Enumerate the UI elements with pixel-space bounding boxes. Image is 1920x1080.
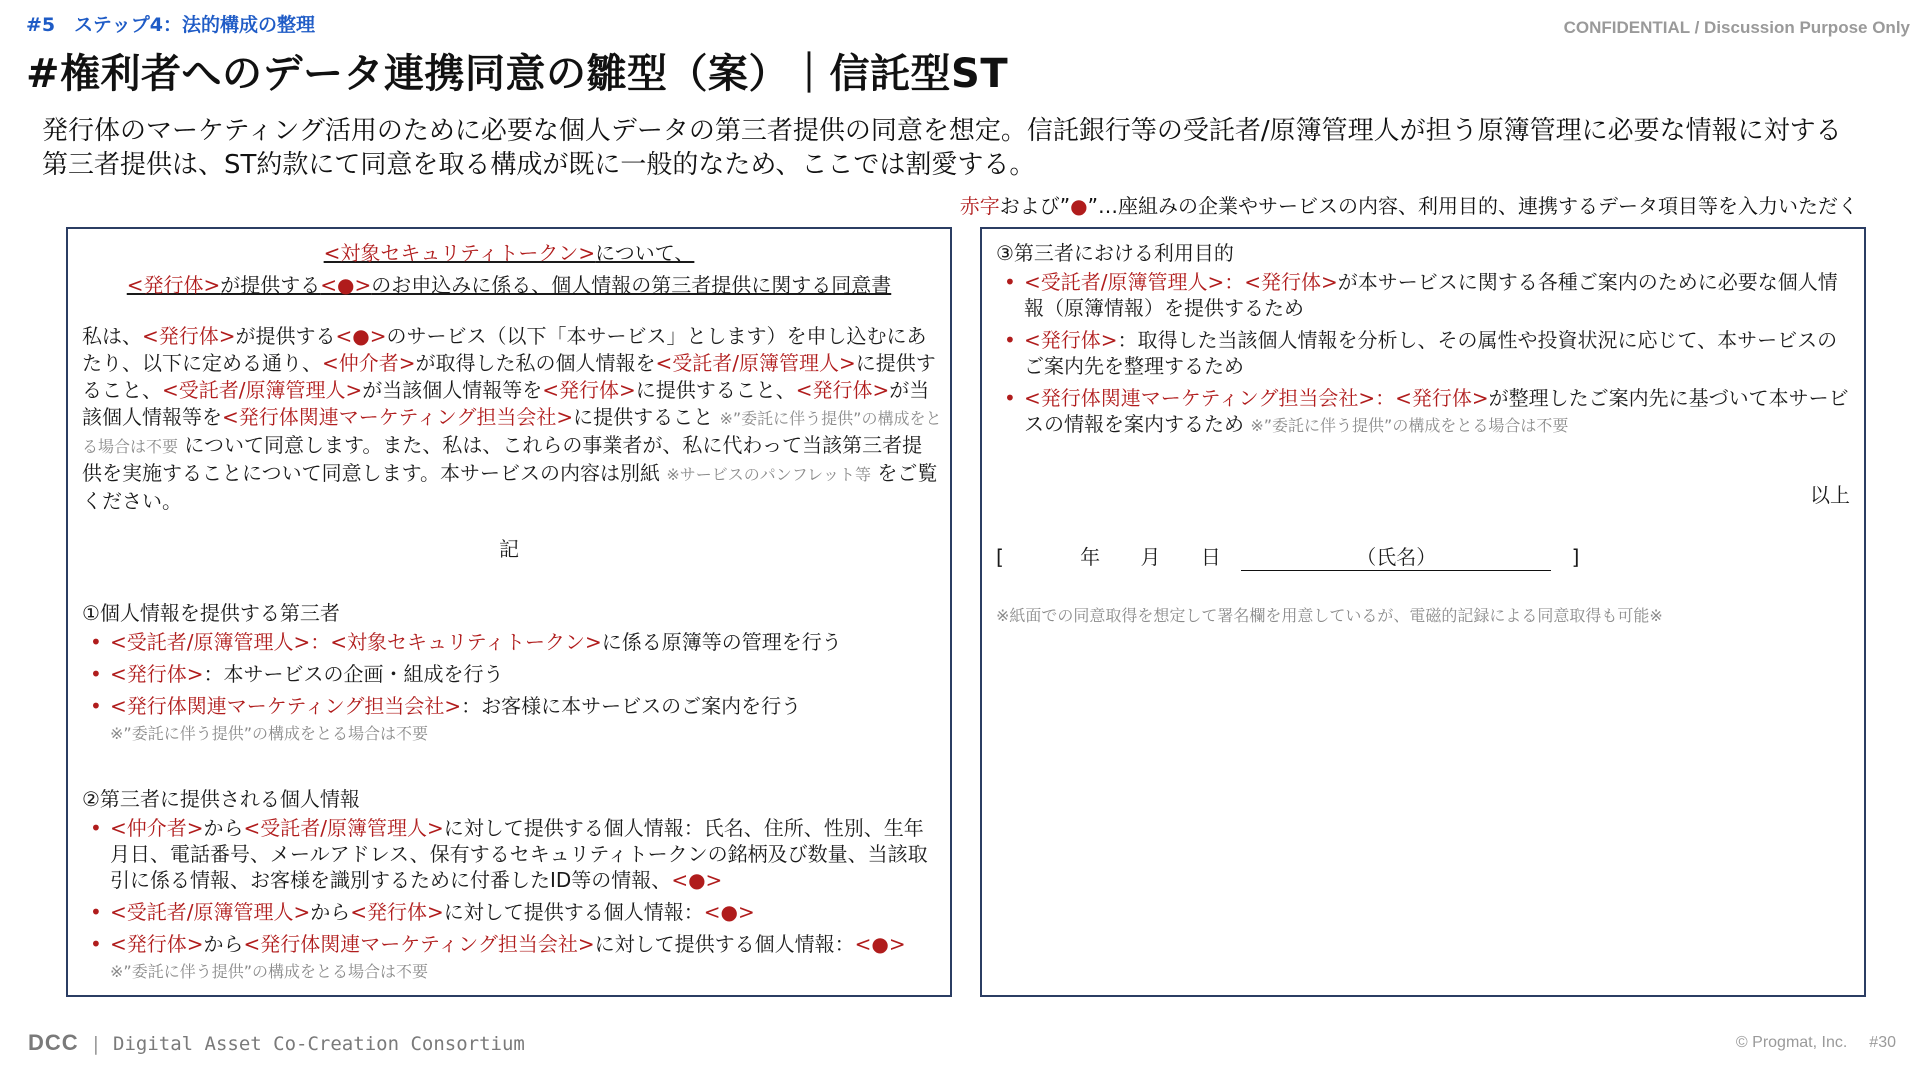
signature-row bbox=[996, 541, 1579, 571]
p-1: 私は、 bbox=[82, 324, 142, 348]
s3-i2-red: <発行体> bbox=[1024, 328, 1118, 352]
list-item: • <発行体>から<発行体関連マーケティング担当会社>に対して提供する個人情報：<●> ※”委託に伴う提供”の構成をとる場合は不要 bbox=[90, 932, 906, 981]
s3-i2-text: ：取得した当該個人情報を分析し、その属性や投資状況に応じて、本サービスのご案内先を整理するため bbox=[1024, 328, 1838, 378]
section-2-heading: ②第三者に提供される個人情報 bbox=[82, 787, 360, 811]
dcc-logo: DCC bbox=[28, 1030, 79, 1055]
p-4: <●> bbox=[335, 324, 387, 348]
s3-i3-red: <発行体関連マーケティング担当会社>：<発行体> bbox=[1024, 386, 1489, 410]
p-13: に提供すること、 bbox=[635, 378, 796, 402]
s2-i3-t2: に対して提供する個人情報： bbox=[594, 932, 855, 956]
p-9: に提供すること、 bbox=[82, 351, 936, 402]
p-note-2: ※サービスのパンフレット等 bbox=[666, 465, 871, 484]
consent-form-right-panel bbox=[980, 227, 1866, 997]
p-15: が当該個人情報等を bbox=[82, 378, 930, 429]
s2-i2-r2: <発行体> bbox=[350, 900, 444, 924]
s2-i2-t2: に対して提供する個人情報： bbox=[443, 900, 704, 924]
s1-i2-red: <発行体> bbox=[110, 662, 204, 686]
consent-form-left-panel bbox=[66, 227, 952, 997]
intro-text: 発行体のマーケティング活用のために必要な個人データの第三者提供の同意を想定。信託銀行等の受託者/原簿管理人が担う原簿管理に必要な情報に対する第三者提供は、ST約款にて同意を取る構成が既に一般的なため、ここでは割愛する。 bbox=[42, 116, 1842, 180]
legend-mark: ● bbox=[1070, 194, 1088, 218]
list-item: • <受託者/原簿管理人>：<発行体>が本サービスに関する各種ご案内のために必要な個人情報（原簿情報）を提供するため bbox=[1004, 270, 1838, 320]
s2-i3-r1: <発行体> bbox=[110, 932, 204, 956]
s2-i2-t1: から bbox=[310, 900, 351, 924]
page-title: #権利者へのデータ連携同意の雛型（案）｜信託型ST bbox=[26, 51, 1009, 97]
legend bbox=[960, 190, 1858, 219]
s2-i3-t1: から bbox=[203, 932, 244, 956]
form-title-provides: が提供する bbox=[220, 273, 321, 297]
s2-note: ※”委託に伴う提供”の構成をとる場合は不要 bbox=[110, 962, 428, 981]
s3-i3-text: が整理したご案内先に基づいて本サービスの情報を案内するため bbox=[1024, 386, 1849, 436]
copyright-text: © Progmat, Inc. bbox=[1735, 1034, 1848, 1051]
section-3-list bbox=[996, 269, 1856, 445]
electronic-consent-note: ※紙面での同意取得を想定して署名欄を用意しているが、電磁的記録による同意取得も可能※ bbox=[996, 606, 1663, 625]
form-title-mark: <●> bbox=[320, 273, 372, 297]
s1-i2-text: ：本サービスの企画・組成を行う bbox=[203, 662, 504, 686]
legend-red-word: 赤字 bbox=[959, 194, 1000, 218]
sign-day: 日 bbox=[1200, 545, 1221, 569]
p-18: について同意します。また、私は、これらの事業者が、私に代わって当該第三者提供を実施することについて同意します。本サービスの内容は別紙 bbox=[82, 433, 923, 485]
form-title-about: について、 bbox=[595, 241, 695, 265]
s2-i3-r3: <●> bbox=[854, 932, 906, 956]
footer-logo bbox=[28, 1030, 525, 1056]
ki-mark: 記 bbox=[499, 537, 519, 561]
s1-i1-red: <受託者/原簿管理人>：<対象セキュリティトークン> bbox=[110, 630, 602, 654]
list-item: • <受託者/原簿管理人>から<発行体>に対して提供する個人情報：<●> bbox=[90, 900, 755, 924]
p-note-1: ※”委託に伴う提供”の構成をとる場合は不要 bbox=[82, 409, 942, 456]
consortium-name: Digital Asset Co-Creation Consortium bbox=[113, 1033, 525, 1055]
section-2-list bbox=[82, 815, 942, 991]
step-label: #5 ステップ4：法的構成の整理 bbox=[26, 14, 315, 36]
list-item: • <仲介者>から<受託者/原簿管理人>に対して提供する個人情報：氏名、住所、性別、生年月日、電話番号、メールアドレス、保有するセキュリティトークンの銘柄及び数量、当該取引に係る情報、お客様を識別するために付番したID等の情報、<●> bbox=[90, 816, 928, 892]
p-11: が当該個人情報等を bbox=[362, 378, 543, 402]
list-item: • <発行体関連マーケティング担当会社>：お客様に本サービスのご案内を行う ※”委託に伴う提供”の構成をとる場合は不要 bbox=[90, 694, 802, 743]
form-title-rest: のお申込みに係る、個人情報の第三者提供に関する同意書 bbox=[371, 273, 892, 297]
page-number: #30 bbox=[1869, 1034, 1896, 1051]
p-17: に提供すること bbox=[573, 405, 714, 429]
legend-rest: ”…座組みの企業やサービスの内容、利用目的、連携するデータ項目等を入力いただく bbox=[1087, 194, 1858, 218]
s2-i1-t2: に対して提供する個人情報：氏名、住所、性別、生年月日、電話番号、メールアドレス、保有するセキュリティトークンの銘柄及び数量、当該取引に係る情報、お客様を識別するために付番したID等の情報、 bbox=[110, 816, 928, 892]
consent-paragraph bbox=[82, 323, 942, 515]
p-16: <発行体関連マーケティング担当会社> bbox=[222, 405, 574, 429]
s3-i1-text: が本サービスに関する各種ご案内のために必要な個人情報（原簿情報）を提供するため bbox=[1024, 270, 1838, 320]
s2-i1-r1: <仲介者> bbox=[110, 816, 204, 840]
s1-i3-text: ：お客様に本サービスのご案内を行う bbox=[461, 694, 802, 718]
list-item: • <受託者/原簿管理人>：<対象セキュリティトークン>に係る原簿等の管理を行う bbox=[90, 630, 842, 654]
sign-year: 年 bbox=[1080, 545, 1101, 569]
p-12: <発行体> bbox=[542, 378, 636, 402]
list-item: • <発行体関連マーケティング担当会社>：<発行体>が整理したご案内先に基づいて本サービスの情報を案内するため ※”委託に伴う提供”の構成をとる場合は不要 bbox=[1004, 386, 1849, 436]
p-19: をご覧ください。 bbox=[82, 461, 938, 513]
sign-month: 月 bbox=[1140, 545, 1161, 569]
form-title-token: <対象セキュリティトークン> bbox=[323, 241, 596, 265]
section-1-heading: ①個人情報を提供する第三者 bbox=[82, 601, 340, 625]
legend-middle: および” bbox=[999, 194, 1071, 218]
p-3: が提供する bbox=[235, 324, 336, 348]
s2-i1-r2: <受託者/原簿管理人> bbox=[243, 816, 444, 840]
closing-ijyo: 以上 bbox=[1810, 483, 1850, 507]
list-item: • <発行体>：本サービスの企画・組成を行う bbox=[90, 662, 504, 686]
s1-i1-text: に係る原簿等の管理を行う bbox=[601, 630, 842, 654]
s2-i2-r3: <●> bbox=[703, 900, 755, 924]
s2-i2-r1: <受託者/原簿管理人> bbox=[110, 900, 311, 924]
s2-i1-r3: <●> bbox=[671, 868, 723, 892]
p-6: <仲介者> bbox=[322, 351, 416, 375]
section-3-heading: ③第三者における利用目的 bbox=[996, 241, 1234, 265]
s3-i3-note: ※”委託に伴う提供”の構成をとる場合は不要 bbox=[1250, 416, 1569, 435]
p-7: が取得した私の個人情報を bbox=[415, 351, 656, 375]
p-5: のサービス（以下「本サービス」とします）を申し込むにあたり、以下に定める通り、 bbox=[82, 324, 927, 375]
p-8: <受託者/原簿管理人> bbox=[655, 351, 856, 375]
name-signature-line[interactable]: （氏名） bbox=[1241, 541, 1551, 571]
p-10: <受託者/原簿管理人> bbox=[162, 378, 363, 402]
form-title bbox=[68, 237, 950, 301]
s1-note: ※”委託に伴う提供”の構成をとる場合は不要 bbox=[110, 724, 428, 743]
sign-close-bracket: ] bbox=[1571, 545, 1580, 569]
s2-i1-t1: から bbox=[203, 816, 244, 840]
s1-i3-red: <発行体関連マーケティング担当会社> bbox=[110, 694, 462, 718]
section-1-list bbox=[82, 629, 942, 747]
confidential-label: CONFIDENTIAL / Discussion Purpose Only bbox=[1563, 18, 1910, 37]
list-item: • <発行体>：取得した当該個人情報を分析し、その属性や投資状況に応じて、本サービスのご案内先を整理するため bbox=[1004, 328, 1838, 378]
s2-i3-r2: <発行体関連マーケティング担当会社> bbox=[243, 932, 595, 956]
footer-copyright bbox=[1736, 1034, 1896, 1052]
p-2: <発行体> bbox=[142, 324, 236, 348]
form-title-issuer: <発行体> bbox=[126, 273, 221, 297]
logo-divider: | bbox=[90, 1033, 102, 1055]
sign-open-bracket: [ bbox=[996, 545, 1004, 569]
p-14: <発行体> bbox=[795, 378, 890, 402]
s3-i1-red: <受託者/原簿管理人>：<発行体> bbox=[1024, 270, 1338, 294]
